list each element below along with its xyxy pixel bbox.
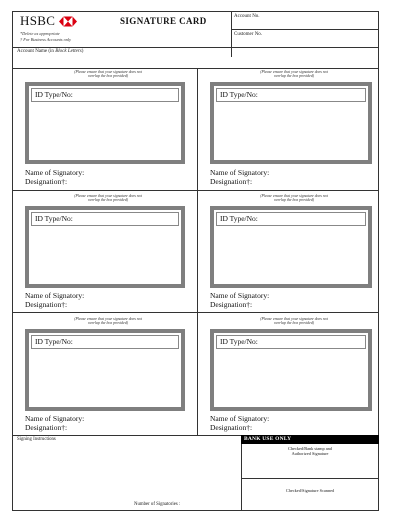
signing-instructions-label: Signing Instructions <box>17 437 56 442</box>
id-type-field-4[interactable]: ID Type/No: <box>216 212 366 226</box>
name-of-signatory-label-1: Name of Signatory: <box>25 168 85 177</box>
checked-scanned-label: Checked/Signature Scanned <box>285 488 335 493</box>
bank-use-only-header: BANK USE ONLY <box>241 435 379 444</box>
designation-label-6: Designation†: <box>210 423 253 432</box>
cell-3-note-line2: overlap the box provided) <box>87 198 129 203</box>
row-divider-2 <box>13 312 379 313</box>
account-name-bottom-rule <box>13 68 379 69</box>
signature-box-4[interactable] <box>210 206 372 288</box>
signature-box-5[interactable] <box>25 329 185 411</box>
number-of-signatories-label: Number of Signatories : <box>134 502 181 507</box>
row-divider-1 <box>13 190 379 191</box>
account-no-field[interactable] <box>252 20 372 30</box>
cell-2-note <box>234 70 354 79</box>
designation-label-1: Designation†: <box>25 177 68 186</box>
designation-label-2: Designation†: <box>210 177 253 186</box>
cell-5-note-line1: (Please ensure that your signature does not <box>74 317 142 321</box>
account-name-label-text: Account Name (in <box>17 49 56 54</box>
name-of-signatory-label-3: Name of Signatory: <box>25 291 85 300</box>
checked-stamp-line1: Checked/Bank stamp and <box>288 446 332 451</box>
cell-5-note-line2: overlap the box provided) <box>87 321 129 326</box>
account-name-suffix: ) <box>81 49 84 54</box>
header-divider <box>231 12 232 57</box>
signature-box-1[interactable] <box>25 82 185 164</box>
cell-2-note-line1: (Please ensure that your signature does not <box>260 70 328 74</box>
name-of-signatory-label-2: Name of Signatory: <box>210 168 270 177</box>
bank-use-divider <box>241 478 379 479</box>
cell-6-note <box>234 317 354 326</box>
cell-2-note-line2: overlap the box provided) <box>273 74 315 79</box>
cell-3-signatory <box>25 291 84 309</box>
brand-name: HSBC <box>20 13 56 28</box>
cell-6-note-line1: (Please ensure that your signature does not <box>260 317 328 321</box>
id-type-field-3[interactable]: ID Type/No: <box>31 212 179 226</box>
designation-label-3: Designation†: <box>25 300 68 309</box>
cell-6-signatory <box>210 414 269 432</box>
cell-2-signatory <box>210 168 269 186</box>
name-of-signatory-label-6: Name of Signatory: <box>210 414 270 423</box>
cell-4-note-line1: (Please ensure that your signature does not <box>260 194 328 198</box>
note-business: † For Business Accounts only <box>20 37 72 42</box>
signature-box-3[interactable] <box>25 206 185 288</box>
hsbc-logo <box>20 13 77 29</box>
name-of-signatory-label-4: Name of Signatory: <box>210 291 270 300</box>
id-type-field-6[interactable]: ID Type/No: <box>216 335 366 349</box>
signing-instructions-field[interactable] <box>17 444 237 494</box>
account-name-label <box>17 49 83 54</box>
designation-label-4: Designation†: <box>210 300 253 309</box>
cell-1-note-line2: overlap the box provided) <box>87 74 129 79</box>
note-delete: *Delete as appropriate <box>20 31 60 36</box>
id-type-field-1[interactable]: ID Type/No: <box>31 88 179 102</box>
checked-stamp-line2: Authorized Signature <box>291 451 329 457</box>
cell-1-note-line1: (Please ensure that your signature does not <box>74 70 142 74</box>
cell-4-note-line2: overlap the box provided) <box>273 198 315 203</box>
cell-6-note-line2: overlap the box provided) <box>273 321 315 326</box>
customer-no-field[interactable] <box>260 38 372 46</box>
cell-4-signatory <box>210 291 269 309</box>
cells-center-divider <box>197 68 198 435</box>
cell-5-note <box>48 317 168 326</box>
name-of-signatory-label-5: Name of Signatory: <box>25 414 85 423</box>
account-no-label: Account No. <box>234 14 260 19</box>
id-type-field-5[interactable]: ID Type/No: <box>31 335 179 349</box>
designation-label-5: Designation†: <box>25 423 68 432</box>
cell-4-note <box>234 194 354 203</box>
checked-stamp-label <box>241 446 379 456</box>
account-name-italic: Block Letters <box>55 49 82 54</box>
id-type-field-2[interactable]: ID Type/No: <box>216 88 366 102</box>
header-bottom-rule <box>13 47 379 48</box>
cell-1-note <box>48 70 168 79</box>
signature-box-6[interactable] <box>210 329 372 411</box>
cell-3-note-line1: (Please ensure that your signature does not <box>74 194 142 198</box>
customer-no-label: Customer No. <box>234 32 263 37</box>
cell-5-signatory <box>25 414 84 432</box>
card-title: SIGNATURE CARD <box>120 16 207 26</box>
signature-box-2[interactable] <box>210 82 372 164</box>
cell-1-signatory <box>25 168 84 186</box>
account-name-field[interactable] <box>17 56 375 66</box>
cell-3-note <box>48 194 168 203</box>
hsbc-hexagon-icon <box>59 16 77 27</box>
